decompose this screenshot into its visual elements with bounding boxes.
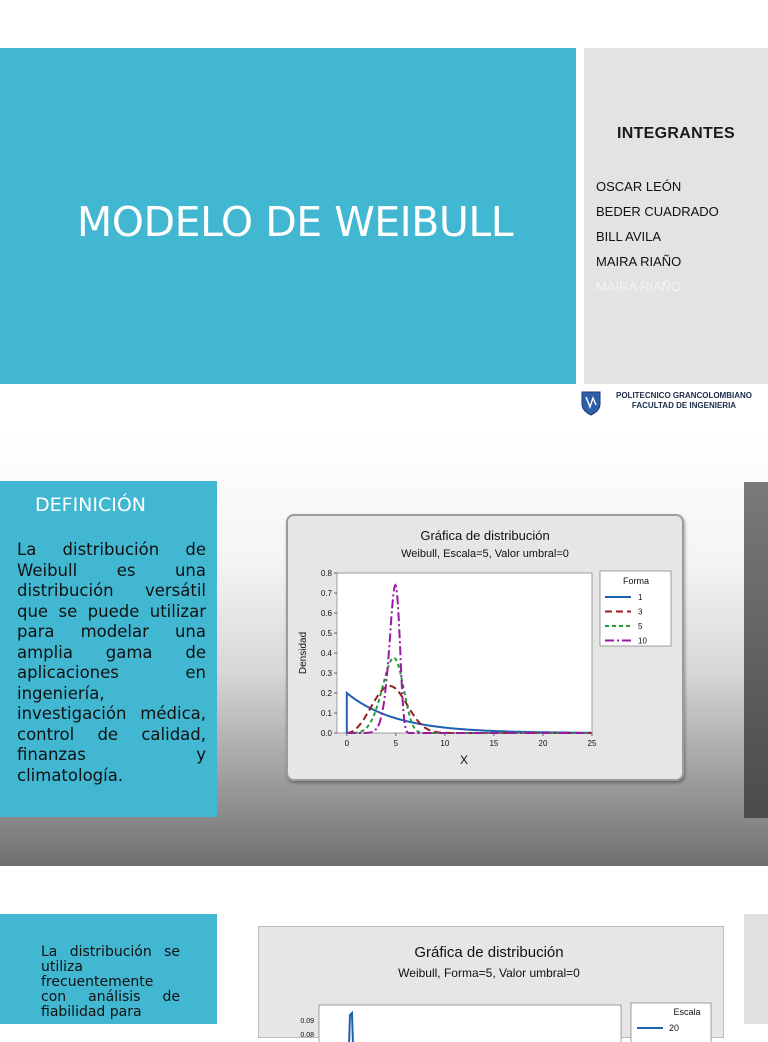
faculty-name: FACULTAD DE INGENIERIA (631, 401, 737, 410)
x-tick-label: 0 (344, 739, 350, 748)
legend-title: Forma (622, 576, 650, 586)
x-tick-label: 20 (538, 739, 548, 748)
slide-edge (744, 482, 768, 818)
member-item: BILL AVILA (596, 229, 662, 244)
y-axis-label: Densidad (298, 631, 309, 675)
y-tick-label: 0.2 (320, 689, 332, 698)
legend-label: 10 (638, 636, 647, 646)
y-tick-label: 0.8 (320, 569, 332, 578)
legend-label: 5 (638, 622, 643, 631)
chart-subtitle: Weibull, Escala=5, Valor umbral=0 (401, 548, 569, 560)
member-item-faint: MAIRA RIAÑO (596, 279, 682, 294)
definition-text: La distribución de Weibull es una distribución versátil que se puede utilizar para modelar una amplia gama de aplicaciones en ingeniería, investigación médica, control de calidad, finanzas y climatología. (17, 540, 206, 785)
y-tick-label: 0.7 (320, 589, 332, 598)
weibull-chart-frame (286, 514, 684, 781)
x-axis-label: X (459, 753, 469, 767)
members-list (596, 180, 719, 305)
y-tick-label: 0.5 (320, 629, 332, 638)
y-tick-label: 0.6 (320, 609, 332, 618)
legend-label: 3 (638, 607, 643, 617)
institution-label (604, 391, 764, 411)
weibull-distribution-chart (288, 516, 682, 779)
university-shield-icon (580, 390, 602, 416)
member-item: OSCAR LEÓN (596, 179, 682, 194)
chart-title: Gráfica de distribución (420, 528, 550, 543)
definition-heading: DEFINICIÓN (35, 494, 147, 516)
x-tick-label: 10 (440, 739, 450, 748)
legend-title: Escala (673, 1007, 701, 1017)
y-tick-label: 0.1 (320, 709, 332, 718)
y-tick-label: 0.3 (320, 669, 332, 678)
legend-label: 20 (669, 1023, 680, 1033)
institution-name: POLITECNICO GRANCOLOMBIANO (616, 391, 752, 400)
x-tick-label: 25 (587, 739, 597, 748)
definition-slide (0, 434, 768, 866)
y-tick-label: 0.0 (320, 729, 332, 738)
member-item: BEDER CUADRADO (596, 204, 719, 219)
chart-subtitle: Weibull, Forma=5, Valor umbral=0 (398, 966, 580, 980)
y-tick-label: 0.4 (320, 649, 332, 658)
usage-text: La distribución se utiliza frecuentemente con análisis de fiabilidad para (41, 944, 180, 1020)
y-tick-label: 0.09 (300, 1018, 314, 1025)
scale-chart-frame (258, 926, 724, 1038)
legend-label: 1 (638, 593, 643, 602)
usage-slide (0, 914, 768, 1039)
chart-title: Gráfica de distribución (414, 944, 564, 961)
slide-edge (744, 914, 768, 1024)
members-heading: INTEGRANTES (617, 125, 735, 142)
x-tick-label: 5 (393, 739, 399, 748)
plot-area (319, 1005, 621, 1042)
y-tick-label: 0.08 (300, 1032, 314, 1039)
member-item: MAIRA RIAÑO (596, 254, 682, 269)
presentation-title: MODELO DE WEIBULL (76, 198, 514, 246)
weibull-scale-chart (259, 927, 723, 1037)
title-slide (0, 48, 768, 432)
x-tick-label: 15 (489, 739, 499, 748)
